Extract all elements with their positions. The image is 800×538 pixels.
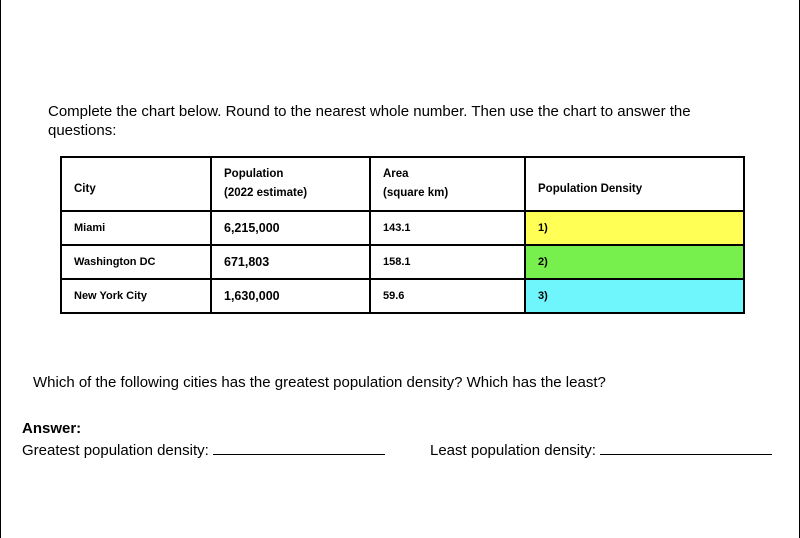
city-cell: Miami bbox=[61, 211, 211, 245]
header-city: City bbox=[61, 157, 211, 211]
population-cell: 6,215,000 bbox=[211, 211, 370, 245]
header-population-line1: Population bbox=[224, 168, 284, 180]
header-population-line2: (2022 estimate) bbox=[224, 187, 308, 199]
greatest-blank[interactable] bbox=[213, 440, 385, 455]
density-input-cell[interactable]: 3) bbox=[525, 279, 744, 313]
table-row bbox=[61, 211, 744, 245]
area-cell: 59.6 bbox=[370, 279, 525, 313]
least-blank[interactable] bbox=[600, 440, 772, 455]
density-input-cell[interactable]: 1) bbox=[525, 211, 744, 245]
header-density: Population Density bbox=[525, 157, 744, 211]
page-border-left bbox=[0, 0, 1, 538]
question-text: Which of the following cities has the greatest population density? Which has the least? bbox=[33, 374, 606, 391]
table-header-row bbox=[61, 157, 744, 211]
header-area-line1: Area bbox=[383, 168, 409, 180]
population-cell: 671,803 bbox=[211, 245, 370, 279]
header-area-line2: (square km) bbox=[383, 187, 449, 199]
least-answer-line bbox=[430, 440, 772, 459]
city-cell: New York City bbox=[61, 279, 211, 313]
population-cell: 1,630,000 bbox=[211, 279, 370, 313]
answer-label: Answer: bbox=[22, 420, 82, 437]
greatest-label: Greatest population density: bbox=[22, 442, 209, 459]
density-input-cell[interactable]: 2) bbox=[525, 245, 744, 279]
population-chart-table bbox=[60, 156, 745, 314]
area-cell: 143.1 bbox=[370, 211, 525, 245]
greatest-answer-line bbox=[22, 440, 385, 459]
city-cell: Washington DC bbox=[61, 245, 211, 279]
table-row bbox=[61, 279, 744, 313]
table-row bbox=[61, 245, 744, 279]
area-cell: 158.1 bbox=[370, 245, 525, 279]
least-label: Least population density: bbox=[430, 442, 596, 459]
header-population bbox=[211, 157, 370, 211]
header-area bbox=[370, 157, 525, 211]
instructions-text: Complete the chart below. Round to the nearest whole number. Then use the chart to answer the questions: bbox=[48, 103, 691, 139]
